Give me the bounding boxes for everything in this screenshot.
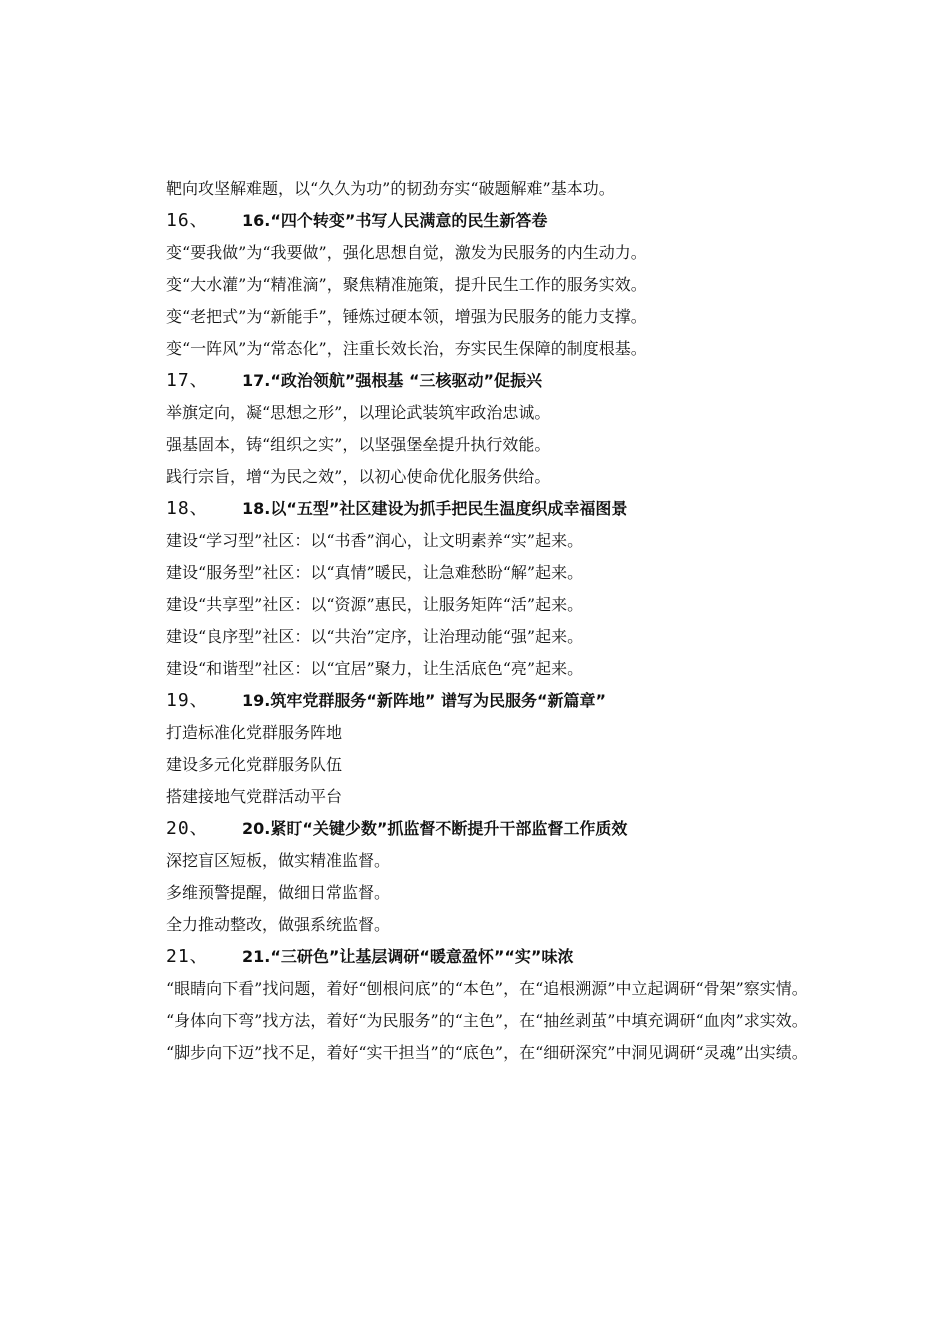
text-line: 建设“服务型”社区：以“真情”暖民，让急难愁盼“解”起来。: [166, 563, 584, 582]
text-line: 建设“良序型”社区：以“共治”定序，让治理动能“强”起来。: [166, 627, 584, 646]
text-line: 靶向攻坚解难题，以“久久为功”的韧劲夯实“破题解难”基本功。: [166, 179, 615, 198]
text-line: 多维预警提醒，做细日常监督。: [166, 883, 391, 902]
text-line: 举旗定向，凝“思想之形”，以理论武装筑牢政治忠诚。: [166, 403, 551, 422]
section-heading-18: [166, 493, 834, 525]
text-line: 变“大水灌”为“精准滴”，聚焦精准施策，提升民生工作的服务实效。: [166, 275, 647, 294]
section-heading-19: [166, 685, 834, 717]
text-line: 深挖盲区短板，做实精准监督。: [166, 851, 391, 870]
text-line: 变“老把式”为“新能手”，锤炼过硬本领，增强为民服务的能力支撑。: [166, 307, 647, 326]
text-line: 全力推动整改，做强系统监督。: [166, 915, 391, 934]
paragraph: “眼睛向下看”找问题，着好“刨根问底”的“本色”，在“追根溯源”中立起调研“骨架”察实情。: [166, 979, 808, 998]
text-line: 践行宗旨，增“为民之效”，以初心使命优化服务供给。: [166, 467, 551, 486]
section-heading-20: [166, 813, 834, 845]
section-number: 21、: [166, 946, 209, 967]
section-title: 18.以“五型”社区建设为抓手把民生温度织成幸福图景: [242, 499, 628, 518]
text-line: 建设“和谐型”社区：以“宜居”聚力，让生活底色“亮”起来。: [166, 659, 584, 678]
section-title: 19.筑牢党群服务“新阵地” 谱写为民服务“新篇章”: [242, 691, 606, 710]
text-line: 建设“学习型”社区：以“书香”润心，让文明素养“实”起来。: [166, 531, 584, 550]
section-heading-17: [166, 365, 834, 397]
text-line: 建设“共享型”社区：以“资源”惠民，让服务矩阵“活”起来。: [166, 595, 584, 614]
document-body: [166, 173, 834, 1069]
text-line: 强基固本，铸“组织之实”，以坚强堡垒提升执行效能。: [166, 435, 551, 454]
section-heading-21: [166, 941, 834, 973]
section-title: 21.“三研色”让基层调研“暖意盈怀”“实”味浓: [242, 947, 574, 966]
section-number: 18、: [166, 498, 209, 519]
section-title: 16.“四个转变”书写人民满意的民生新答卷: [242, 211, 548, 230]
text-line: 建设多元化党群服务队伍: [166, 755, 343, 774]
section-number: 19、: [166, 690, 209, 711]
section-number: 17、: [166, 370, 209, 391]
text-line: 变“要我做”为“我要做”，强化思想自觉，激发为民服务的内生动力。: [166, 243, 647, 262]
text-line: 打造标准化党群服务阵地: [166, 723, 343, 742]
section-number: 20、: [166, 818, 209, 839]
paragraph: “脚步向下迈”找不足，着好“实干担当”的“底色”，在“细研深究”中洞见调研“灵魂”出实绩。: [166, 1043, 808, 1062]
section-number: 16、: [166, 210, 209, 231]
text-line: 变“一阵风”为“常态化”，注重长效长治，夯实民生保障的制度根基。: [166, 339, 647, 358]
section-heading-16: [166, 205, 834, 237]
paragraph: “身体向下弯”找方法，着好“为民服务”的“主色”，在“抽丝剥茧”中填充调研“血肉”求实效。: [166, 1011, 808, 1030]
section-title: 17.“政治领航”强根基 “三核驱动”促振兴: [242, 371, 542, 390]
section-title: 20.紧盯“关键少数”抓监督不断提升干部监督工作质效: [242, 819, 628, 838]
text-line: 搭建接地气党群活动平台: [166, 787, 343, 806]
